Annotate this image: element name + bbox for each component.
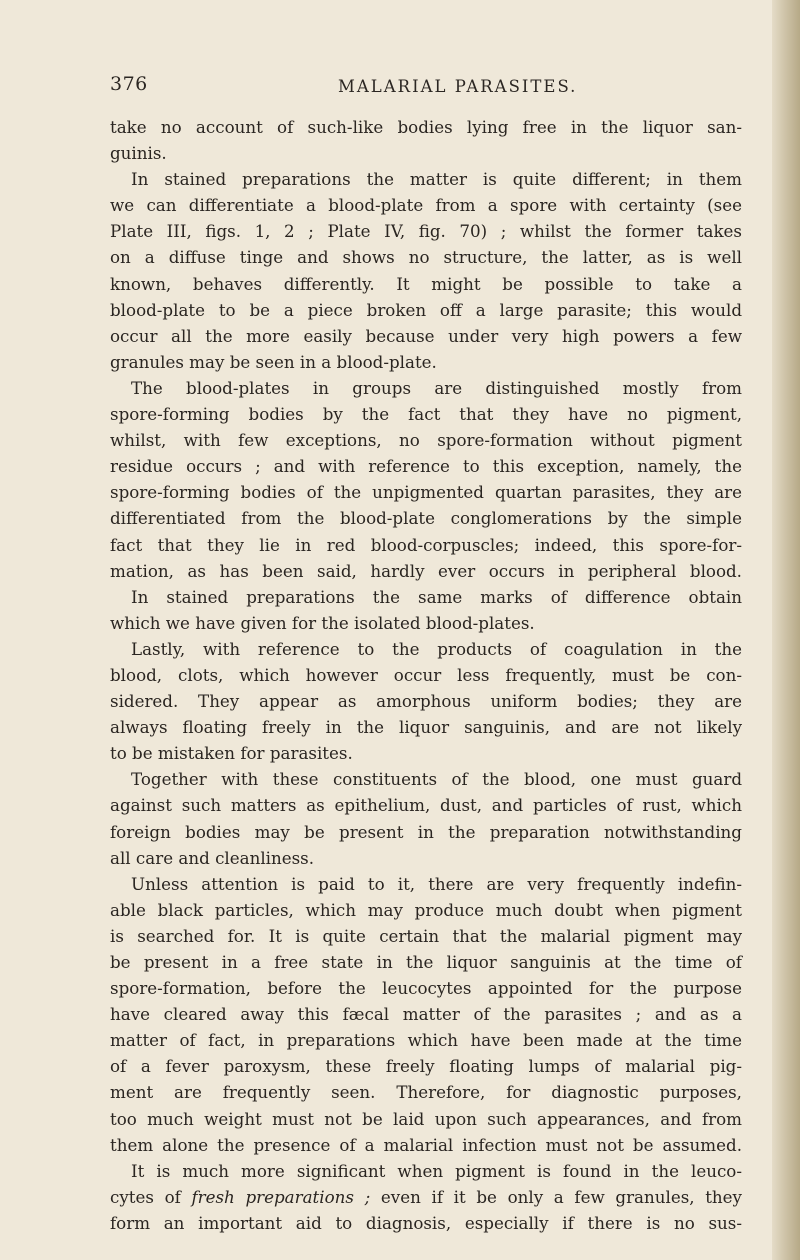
text-line: guinis. bbox=[110, 143, 167, 164]
text-line: take no account of such-like bodies lying free in the liquor san- bbox=[110, 117, 742, 137]
text-line: able black particles, which may produce much doubt when pigment bbox=[110, 899, 742, 920]
text-line: In stained preparations the same marks of difference obtain bbox=[131, 586, 742, 607]
running-title: MALARIAL PARASITES. bbox=[338, 77, 578, 96]
text-line: on a diffuse tinge and shows no structure, the latter, as is well bbox=[110, 247, 742, 268]
text-line: have cleared away this fæcal matter of the parasites ; and as a bbox=[110, 1004, 742, 1025]
italic-emphasis: fresh preparations ; bbox=[191, 1186, 371, 1207]
text-line: blood-plate to be a piece broken off a large parasite; this would bbox=[110, 299, 742, 320]
text-line: known, behaves differently. It might be possible to take a bbox=[110, 273, 742, 294]
text-line: them alone the presence of a malarial infection must not be assumed. bbox=[110, 1134, 742, 1155]
text-line: granules may be seen in a blood-plate. bbox=[110, 351, 437, 372]
text-line: In stained preparations the matter is quite different; in them bbox=[131, 169, 742, 190]
text-line: too much weight must not be laid upon such appearances, and from bbox=[110, 1108, 742, 1129]
text-line: ment are frequently seen. Therefore, for diagnostic purposes, bbox=[110, 1082, 742, 1103]
text-line: differentiated from the blood-plate conglomerations by the simple bbox=[110, 508, 742, 529]
text-line: against such matters as epithelium, dust, and particles of rust, which bbox=[110, 795, 742, 816]
text-line: to be mistaken for parasites. bbox=[110, 743, 353, 764]
page-edge-shadow bbox=[772, 0, 800, 1260]
text-line: Unless attention is paid to it, there are very frequently indefin- bbox=[131, 873, 742, 894]
body-text bbox=[110, 114, 742, 1236]
text-line: spore-forming bodies of the unpigmented quartan parasites, they are bbox=[110, 482, 742, 503]
text-line: of a fever paroxysm, these freely floating lumps of malarial pig- bbox=[110, 1056, 742, 1077]
text-line: spore-formation, before the leucocytes appointed for the purpose bbox=[110, 978, 742, 999]
text-line-with-emphasis bbox=[110, 1184, 742, 1210]
text-segment: even if it be only a few granules, they bbox=[370, 1186, 742, 1207]
text-line: occur all the more easily because under very high powers a few bbox=[110, 325, 742, 346]
text-line: blood, clots, which however occur less frequently, must be con- bbox=[110, 664, 742, 685]
running-header bbox=[110, 73, 730, 103]
text-line: whilst, with few exceptions, no spore-formation without pigment bbox=[110, 430, 742, 451]
text-line: The blood-plates in groups are distinguished mostly from bbox=[131, 377, 742, 398]
text-line: foreign bodies may be present in the preparation notwithstanding bbox=[110, 821, 742, 842]
text-line: Plate III, figs. 1, 2 ; Plate IV, fig. 70) ; whilst the former takes bbox=[110, 221, 742, 242]
text-line: spore-forming bodies by the fact that they have no pigment, bbox=[110, 404, 742, 425]
text-line: mation, as has been said, hardly ever occurs in peripheral blood. bbox=[110, 560, 742, 581]
text-line: is searched for. It is quite certain that the malarial pigment may bbox=[110, 925, 742, 946]
text-line: we can differentiate a blood-plate from a spore with certainty (see bbox=[110, 195, 742, 216]
text-line: matter of fact, in preparations which have been made at the time bbox=[110, 1030, 742, 1051]
page-number: 376 bbox=[110, 73, 148, 95]
text-line: It is much more significant when pigment is found in the leuco- bbox=[131, 1160, 742, 1181]
text-line: residue occurs ; and with reference to this exception, namely, the bbox=[110, 456, 742, 477]
text-line: form an important aid to diagnosis, especially if there is no sus- bbox=[110, 1212, 742, 1233]
text-line: be present in a free state in the liquor sanguinis at the time of bbox=[110, 952, 742, 972]
text-line: all care and cleanliness. bbox=[110, 847, 315, 868]
text-line: which we have given for the isolated blood-plates. bbox=[110, 612, 535, 633]
text-line: Lastly, with reference to the products of coagulation in the bbox=[131, 638, 742, 659]
text-line: fact that they lie in red blood-corpuscles; indeed, this spore-for- bbox=[110, 534, 742, 555]
text-line: always floating freely in the liquor sanguinis, and are not likely bbox=[110, 717, 742, 738]
text-line: Together with these constituents of the blood, one must guard bbox=[131, 769, 742, 790]
text-line: sidered. They appear as amorphous uniform bodies; they are bbox=[110, 691, 742, 712]
text-segment: cytes of bbox=[110, 1186, 192, 1207]
